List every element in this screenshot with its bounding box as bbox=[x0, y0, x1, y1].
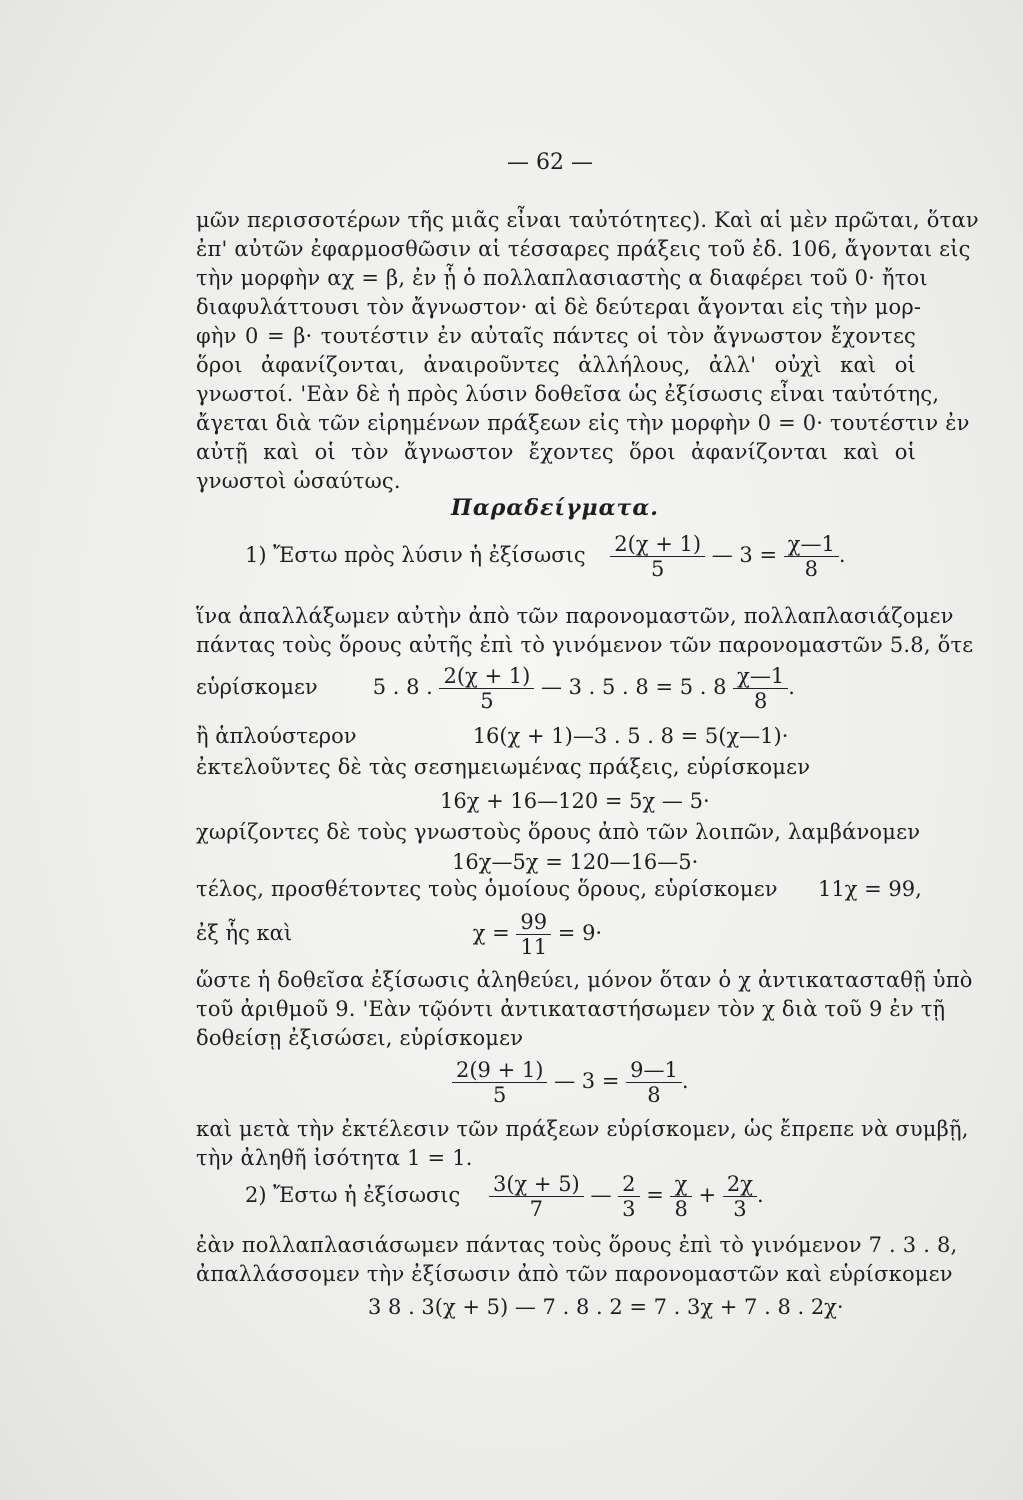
denominator: 8 bbox=[670, 1196, 691, 1221]
text-line: γνωστοὶ ὡσαύτως. bbox=[196, 469, 401, 493]
text-line: ὅροι ἀφανίζονται, ἀναιροῦντες ἀλλήλους, ἀλλ' οὐχὶ καὶ οἱ bbox=[196, 353, 916, 377]
denominator: 8 bbox=[733, 688, 788, 713]
numerator: 3(χ + 5) bbox=[492, 1172, 580, 1196]
page-number: — 62 — bbox=[507, 150, 593, 175]
denominator: 11 bbox=[516, 934, 551, 959]
example-1-equation bbox=[245, 532, 846, 581]
fraction bbox=[489, 1172, 584, 1221]
equation-expression: 16(χ + 1)—3 . 5 . 8 = 5(χ—1)· bbox=[472, 724, 789, 748]
text-line: ἵνα ἀπαλλάξωμεν αὐτὴν ἀπὸ τῶν παρονομαστῶν, πολλαπλασιάζομεν bbox=[196, 604, 954, 628]
numerator: 99 bbox=[520, 910, 548, 934]
equation-cleared: 3 8 . 3(χ + 5) — 7 . 8 . 2 = 7 . 3χ + 7 . 8 . 2χ· bbox=[368, 1295, 844, 1319]
punctuation: . bbox=[838, 543, 846, 567]
fraction bbox=[610, 532, 705, 581]
equation-separated: 16χ—5χ = 120—16—5· bbox=[452, 850, 699, 874]
equation-label: εὑρίσκομεν bbox=[196, 675, 318, 699]
punctuation: . bbox=[756, 1183, 764, 1207]
text-line: τέλος, προσθέτοντες τοὺς ὁμοίους ὅρους, εὑρίσκομεν bbox=[196, 877, 778, 901]
example-2-equation bbox=[245, 1172, 764, 1221]
numerator: 2(χ + 1) bbox=[614, 532, 702, 556]
numerator: χ—1 bbox=[737, 664, 785, 688]
text-line: δοθείσῃ ἐξισώσει, εὑρίσκομεν bbox=[196, 1026, 524, 1050]
text-line: ἐκτελοῦντες δὲ τὰς σεσημειωμένας πράξεις, εὑρίσκομεν bbox=[196, 755, 811, 779]
equation-solution bbox=[196, 910, 602, 959]
fraction bbox=[733, 664, 788, 713]
text-line: ἐὰν πολλαπλασιάσωμεν πάντας τοὺς ὅρους ἐπὶ τὸ γινόμενον 7 . 3 . 8, bbox=[196, 1233, 958, 1257]
text-line: διαφυλάττουσι τὸν ἄγνωστον· αἱ δὲ δεύτεραι ἄγονται εἰς τὴν μορ- bbox=[196, 295, 922, 319]
equation-expanded: 16χ + 16—120 = 5χ — 5· bbox=[440, 789, 710, 813]
fraction bbox=[626, 1058, 682, 1107]
denominator: 5 bbox=[439, 688, 534, 713]
text-line: μῶν περισσοτέρων τῆς μιᾶς εἶναι ταὐτότητες). Καὶ αἱ μὲν πρῶται, ὅταν bbox=[196, 208, 979, 232]
operator: — bbox=[590, 1183, 612, 1207]
numerator: 2(χ + 1) bbox=[443, 664, 531, 688]
numerator: 2(9 + 1) bbox=[456, 1058, 544, 1082]
example-2-intro: 2) Ἔστω ἡ ἐξίσωσις bbox=[245, 1183, 461, 1207]
punctuation: . bbox=[788, 675, 795, 699]
text-line: ἀπαλλάσσομεν τὴν ἐξίσωσιν ἀπὸ τῶν παρονομαστῶν καὶ εὑρίσκομεν bbox=[196, 1262, 953, 1286]
operator: = 9· bbox=[557, 921, 603, 945]
fraction bbox=[452, 1058, 547, 1107]
text-line: πάντας τοὺς ὅρους αὐτῆς ἐπὶ τὸ γινόμενον τῶν παρονομαστῶν 5.8, ὅτε bbox=[196, 633, 974, 657]
punctuation: . bbox=[681, 1069, 689, 1093]
denominator: 7 bbox=[489, 1196, 584, 1221]
example-1-intro: 1) Ἔστω πρὸς λύσιν ἡ ἐξίσωσις bbox=[245, 543, 586, 567]
operator: — 3 = bbox=[554, 1069, 620, 1093]
denominator: 3 bbox=[723, 1196, 757, 1221]
equation-combined: 11χ = 99, bbox=[818, 877, 922, 901]
fraction bbox=[784, 532, 839, 581]
text-line: καὶ μετὰ τὴν ἐκτέλεσιν τῶν πράξεων εὑρίσκομεν, ὡς ἔπρεπε νὰ συμβῇ, bbox=[196, 1117, 969, 1141]
numerator: 9—1 bbox=[630, 1058, 678, 1082]
equation-multiplied bbox=[196, 664, 795, 713]
operator: 5 . 8 . bbox=[372, 675, 433, 699]
text-line: ἐπ' αὐτῶν ἐφαρμοσθῶσιν αἱ τέσσαρες πράξεις τοῦ ἐδ. 106, ἄγονται εἰς bbox=[196, 237, 971, 261]
fraction bbox=[516, 910, 551, 959]
operator: χ = bbox=[472, 921, 510, 945]
numerator: χ bbox=[674, 1172, 688, 1196]
text-line: ὥστε ἡ δοθεῖσα ἐξίσωσις ἀληθεύει, μόνον ὅταν ὁ χ ἀντικατασταθῇ ὑπὸ bbox=[196, 968, 973, 992]
operator: — 3 . 5 . 8 = 5 . 8 bbox=[540, 675, 727, 699]
equation-label: ἢ ἁπλούστερον bbox=[196, 724, 357, 748]
text-line: τὴν ἀληθῆ ἰσότητα 1 = 1. bbox=[196, 1146, 473, 1170]
operator: — 3 = bbox=[711, 543, 778, 567]
fraction bbox=[723, 1172, 757, 1221]
denominator: 8 bbox=[784, 556, 839, 581]
equation-check bbox=[452, 1058, 689, 1107]
operator: = bbox=[646, 1183, 664, 1207]
equation-simplified bbox=[196, 724, 788, 748]
operator: + bbox=[698, 1183, 717, 1207]
text-line: ἄγεται διὰ τῶν εἰρημένων πράξεων εἰς τὴν μορφὴν 0 = 0· τουτέστιν ἐν bbox=[196, 411, 970, 435]
text-line: τὴν μορφὴν αχ = β, ἐν ᾗ ὁ πολλαπλασιαστὴς α διαφέρει τοῦ 0· ἤτοι bbox=[196, 266, 928, 290]
section-heading: Παραδείγματα. bbox=[451, 495, 659, 521]
denominator: 8 bbox=[626, 1082, 682, 1107]
denominator: 5 bbox=[452, 1082, 547, 1107]
text-line: γνωστοί. 'Εὰν δὲ ἡ πρὸς λύσιν δοθεῖσα ὡς ἐξίσωσις εἶναι ταὐτότης, bbox=[196, 382, 940, 406]
denominator: 5 bbox=[610, 556, 705, 581]
numerator: χ—1 bbox=[787, 532, 835, 556]
text-line: αὐτῇ καὶ οἱ τὸν ἄγνωστον ἔχοντες ὅροι ἀφανίζονται καὶ οἱ bbox=[196, 440, 916, 464]
equation-label: ἐξ ἧς καὶ bbox=[196, 921, 293, 945]
fraction bbox=[439, 664, 534, 713]
numerator: 2 bbox=[622, 1172, 636, 1196]
numerator: 2χ bbox=[726, 1172, 753, 1196]
fraction bbox=[670, 1172, 691, 1221]
text-line: φὴν 0 = β· τουτέστιν ἐν αὐταῖς πάντες οἱ τὸν ἄγνωστον ἔχοντες bbox=[196, 324, 916, 348]
text-line: τοῦ ἀριθμοῦ 9. 'Εὰν τῷόντι ἀντικαταστήσωμεν τὸν χ διὰ τοῦ 9 ἐν τῇ bbox=[196, 997, 946, 1021]
text-line: χωρίζοντες δὲ τοὺς γνωστοὺς ὅρους ἀπὸ τῶν λοιπῶν, λαμβάνομεν bbox=[196, 820, 921, 844]
fraction bbox=[618, 1172, 639, 1221]
denominator: 3 bbox=[618, 1196, 639, 1221]
